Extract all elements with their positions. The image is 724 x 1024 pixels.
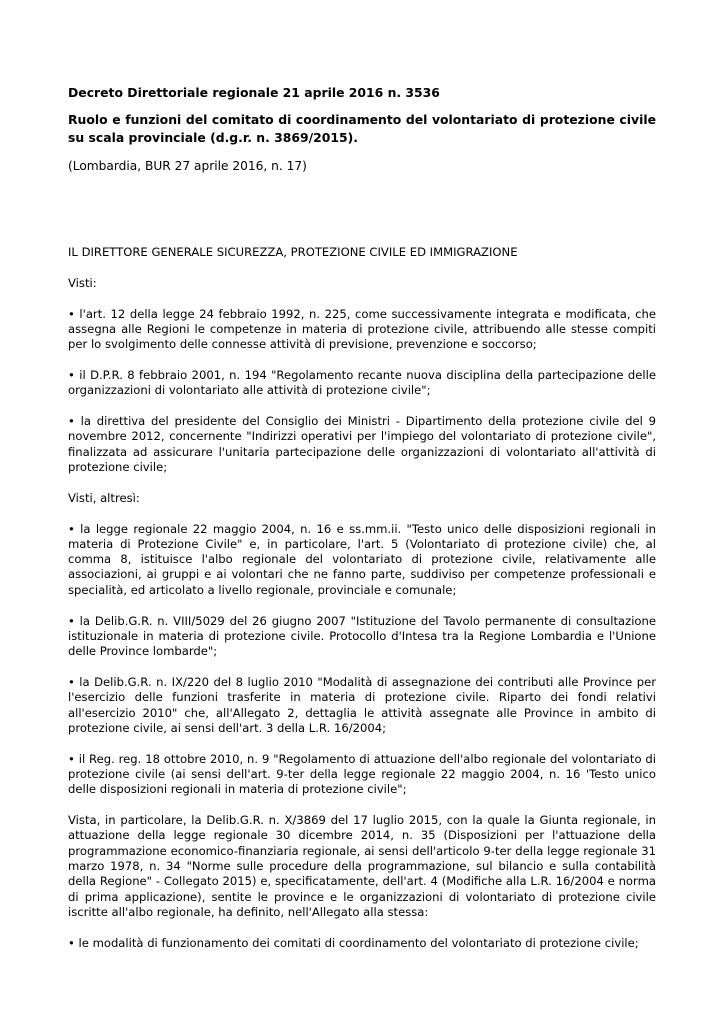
visti-item: • l'art. 12 della legge 24 febbraio 1992, n. 225, come successivamente integrata e modificata, che assegna alle Regioni le competenze in materia di protezione civile, attribuendo alle stesse compiti per lo svolgimento delle connesse attività di previsione, prevenzione e soccorso; xyxy=(68,306,656,352)
vista-paragraph: Vista, in particolare, la Delib.G.R. n. X/3869 del 17 luglio 2015, con la quale la Giunta regionale, in attuazione della legge regionale 30 dicembre 2014, n. 35 (Disposizioni per l'attuazione della programmazione economico-finanziaria regionale, ai sensi dell'articolo 9-ter della legge regionale 31 marzo 1978, n. 34 "Norme sulle procedure della programmazione, sul bilancio e sulla contabilità della Regione" - Collegato 2015) e, specificatamente, dell'art. 4 (Modifiche alla L.R. 16/2004 e norma di prima applicazione), sentite le province e le organizzazioni di volontariato di protezione civile iscritte all'albo regionale, ha definito, nell'Allegato alla stessa: xyxy=(68,813,656,919)
document-subtitle: Ruolo e funzioni del comitato di coordinamento del volontariato di protezione civile su scala provinciale (d.g.r. n. 3869/2015). xyxy=(68,112,656,145)
vista-item: • le modalità di funzionamento dei comitati di coordinamento del volontariato di protezione civile; xyxy=(68,935,639,950)
visti-item: • il D.P.R. 8 febbraio 2001, n. 194 "Regolamento recante nuova disciplina della partecipazione delle organizzazioni di volontariato alle attività di protezione civile"; xyxy=(68,367,656,398)
visti-altresi-item: • la Delib.G.R. n. VIII/5029 del 26 giugno 2007 "Istituzione del Tavolo permanente di consultazione istituzionale in materia di protezione civile. Protocollo d'Intesa tra la Regione Lombardia e l'Unione delle Province lombarde"; xyxy=(68,613,656,659)
visti-altresi-label: Visti, altresì: xyxy=(68,490,140,505)
visti-altresi-item: • la legge regionale 22 maggio 2004, n. 16 e ss.mm.ii. "Testo unico delle disposizioni regionali in materia di Protezione Civile" e, in particolare, l'art. 5 (Volontariato di protezione civile) che, al comma 8, istituisce l'albo regionale del volontariato di protezione civile, relativamente alle associazioni, ai gruppi e ai volontari che ne fanno parte, suddiviso per competenze professionali e specialità, ed articolato a livello regionale, provinciale e comunale; xyxy=(68,521,656,597)
document-page xyxy=(68,84,656,966)
visti-altresi-item: • la Delib.G.R. n. IX/220 del 8 luglio 2010 "Modalità di assegnazione dei contributi alle Province per l'esercizio delle funzioni trasferite in materia di protezione civile. Riparto dei fondi relativi all'esercizio 2010" che, all'Allegato 2, dettaglia le attività assegnate alle Province in ambito di protezione civile, ai sensi dell'art. 3 della L.R. 16/2004; xyxy=(68,674,656,735)
visti-label: Visti: xyxy=(68,275,97,290)
visti-altresi-item: • il Reg. reg. 18 ottobre 2010, n. 9 "Regolamento di attuazione dell'albo regionale del volontariato di protezione civile (ai sensi dell'art. 9-ter della legge regionale 22 maggio 2004, n. 16 'Testo unico delle disposizioni regionali in materia di protezione civile"; xyxy=(68,751,656,797)
document-title: Decreto Direttoriale regionale 21 aprile 2016 n. 3536 xyxy=(68,85,440,100)
visti-item: • la direttiva del presidente del Consiglio dei Ministri - Dipartimento della protezione civile del 9 novembre 2012, concernente "Indirizzi operativi per l'impiego del volontariato di protezione civile", finalizzata ad assicurare l'unitaria partecipazione delle organizzazioni di volontariato all'attività di protezione civile; xyxy=(68,414,656,474)
authority-heading: IL DIRETTORE GENERALE SICUREZZA, PROTEZIONE CIVILE ED IMMIGRAZIONE xyxy=(68,245,518,259)
document-source: (Lombardia, BUR 27 aprile 2016, n. 17) xyxy=(68,159,307,173)
